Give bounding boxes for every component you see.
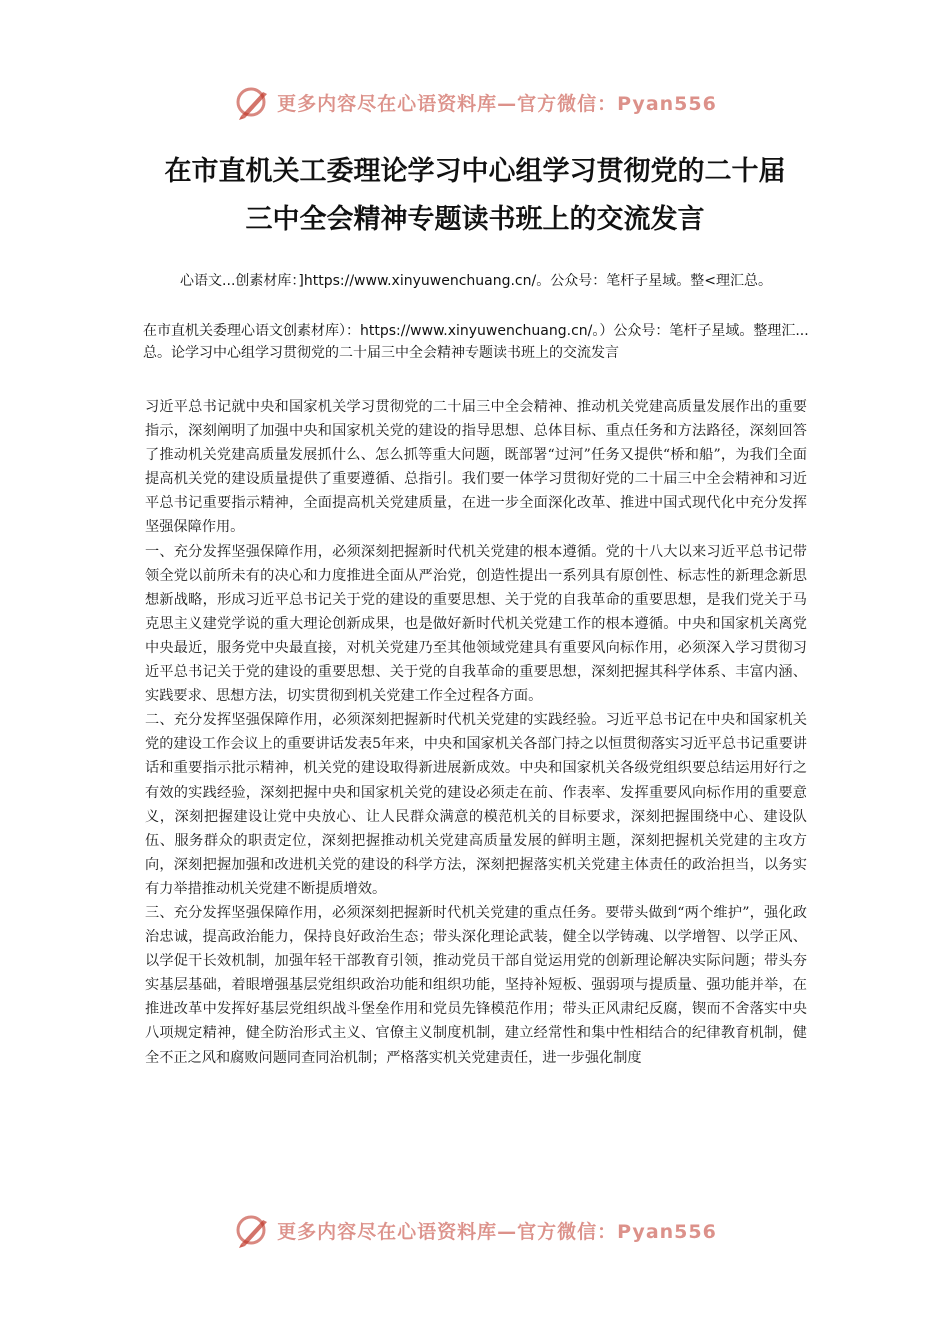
- header-banner: [0, 82, 950, 122]
- pen-circle-icon: [233, 82, 273, 122]
- footer-banner: [0, 1210, 950, 1250]
- banner-text: 更多内容尽在心语资料库—官方微信：Pyan556: [277, 1220, 717, 1243]
- source-line-2: 在市直机关委理心语文创素材库）：https://www.xinyuwenchuang.cn/。）公众号：笔杆子星域。整理汇...总。论学习中心组学习贯彻党的二十届三中全会精神专题读书班上的交流发言: [143, 323, 809, 361]
- document-title: [100, 148, 850, 244]
- title-line-2: 三中全会精神专题读书班上的交流发言: [245, 204, 705, 235]
- document-body: [145, 395, 807, 1070]
- banner-text: 更多内容尽在心语资料库—官方微信：Pyan556: [277, 92, 717, 115]
- title-line-1: 在市直机关工委理论学习中心组学习贯彻党的二十届: [164, 156, 786, 187]
- paragraph: 三、充分发挥坚强保障作用，必须深刻把握新时代机关党建的重点任务。要带头做到“两个维护”，强化政治忠诚，提高政治能力，保持良好政治生态；带头深化理论武装，健全以学铸魂、以学增智、以学正风、以学促干长效机制，加强年轻干部教育引领，推动党员干部自觉运用党的创新理论解决实际问题；带头夯实基层基础，着眼增强基层党组织政治功能和组织功能，坚持补短板、强弱项与提质量、强功能并举，在推进改革中发挥好基层党组织战斗堡垒作用和党员先锋模范作用；带头正风肃纪反腐，锲而不舍落实中央八项规定精神，健全防治形式主义、官僚主义制度机制，建立经常性和集中性相结合的纪律教育机制，健全不正之风和腐败问题同查同治机制；严格落实机关党建责任，进一步强化制度: [145, 904, 807, 1066]
- source-line-1: 心语文...创素材库：]https://www.xinyuwenchuang.cn/。公众号：笔杆子星域。整<理汇总。: [180, 273, 772, 289]
- pen-circle-icon: [233, 1210, 273, 1250]
- paragraph: 一、充分发挥坚强保障作用，必须深刻把握新时代机关党建的根本遵循。党的十八大以来习近平总书记带领全党以前所未有的决心和力度推进全面从严治党，创造性提出一系列具有原创性、标志性的新理念新思想新战略，形成习近平总书记关于党的建设的重要思想、关于党的自我革命的重要思想，是我们党关于马克思主义建党学说的重大理论创新成果，也是做好新时代机关党建工作的根本遵循。中央和国家机关离党中央最近，服务党中央最直接，对机关党建乃至其他领域党建具有重要风向标作用，必须深入学习贯彻习近平总书记关于党的建设的重要思想、关于党的自我革命的重要思想，深刻把握其科学体系、丰富内涵、实践要求、思想方法，切实贯彻到机关党建工作全过程各方面。: [145, 543, 807, 705]
- paragraph: 习近平总书记就中央和国家机关学习贯彻党的二十届三中全会精神、推动机关党建高质量发展作出的重要指示，深刻阐明了加强中央和国家机关党的建设的指导思想、总体目标、重点任务和方法路径，深刻回答了推动机关党建高质量发展抓什么、怎么抓等重大问题，既部署“过河”任务又提供“桥和船”，为我们全面提高机关党的建设质量提供了重要遵循、总指引。我们要一体学习贯彻好党的二十届三中全会精神和习近平总书记重要指示精神，全面提高机关党建质量，在进一步全面深化改革、推进中国式现代化中充分发挥坚强保障作用。: [145, 399, 807, 536]
- paragraph: 二、充分发挥坚强保障作用，必须深刻把握新时代机关党建的实践经验。习近平总书记在中央和国家机关党的建设工作会议上的重要讲话发表5年来，中央和国家机关各部门持之以恒贯彻落实习近平总书记重要讲话和重要指示批示精神，机关党的建设取得新进展新成效。中央和国家机关各级党组织要总结运用好行之有效的实践经验，深刻把握中央和国家机关党的建设必须走在前、作表率、发挥重要风向标作用的重要意义，深刻把握建设让党中央放心、让人民群众满意的模范机关的目标要求，深刻把握围绕中心、建设队伍、服务群众的职责定位，深刻把握推动机关党建高质量发展的鲜明主题，深刻把握机关党建的主攻方向，深刻把握加强和改进机关党的建设的科学方法，深刻把握落实机关党建主体责任的政治担当，以务实有力举措推动机关党建不断提质增效。: [145, 712, 807, 897]
